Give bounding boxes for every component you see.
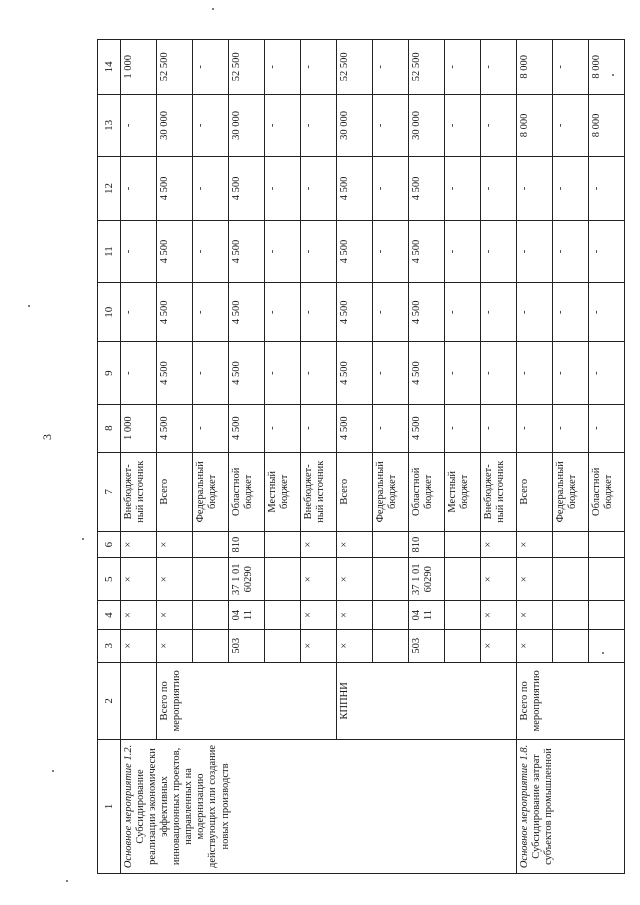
amount-cell: 4 500 <box>229 220 265 282</box>
code-cell-c3 <box>265 629 301 662</box>
amount-cell: - <box>121 220 157 282</box>
column-number: 9 <box>98 342 121 404</box>
code-cell-c3 <box>373 629 409 662</box>
code-cell-c5: 37 1 01 60290 <box>229 558 265 601</box>
code-cell-c6 <box>265 532 301 558</box>
code-cell-c3: × <box>337 629 373 662</box>
code-cell-c5: × <box>337 558 373 601</box>
amount-cell: 4 500 <box>229 157 265 221</box>
amount-cell: 30 000 <box>337 94 373 156</box>
amount-cell: - <box>481 94 517 156</box>
amount-cell: - <box>373 94 409 156</box>
amount-cell: - <box>481 40 517 95</box>
amount-cell: - <box>589 404 625 452</box>
funding-source-cell: Внебюджет-ный источник <box>301 452 337 532</box>
code-cell-c3: × <box>121 629 157 662</box>
funding-source-cell: Местный бюджет <box>445 452 481 532</box>
funding-source-cell: Областной бюджет <box>589 452 625 532</box>
code-cell-c5: × <box>481 558 517 601</box>
code-cell-c4 <box>589 601 625 629</box>
amount-cell: - <box>193 283 229 342</box>
code-cell-c3 <box>553 629 589 662</box>
column-number: 1 <box>98 739 121 873</box>
amount-cell: - <box>589 342 625 404</box>
amount-cell: 4 500 <box>157 404 193 452</box>
funding-source-cell: Всего <box>517 452 553 532</box>
amount-cell: - <box>301 94 337 156</box>
code-cell-c4: × <box>481 601 517 629</box>
code-cell-c5: × <box>157 558 193 601</box>
empty-cell <box>121 662 157 739</box>
funding-source-cell: Областной бюджет <box>229 452 265 532</box>
code-cell-c4: 04 11 <box>409 601 445 629</box>
column-number: 6 <box>98 532 121 558</box>
code-cell-c6: 810 <box>409 532 445 558</box>
amount-cell: - <box>553 283 589 342</box>
amount-cell: - <box>193 220 229 282</box>
measure-prefix: Основное мероприятие 1.2. <box>123 744 134 869</box>
code-cell-c5 <box>553 558 589 601</box>
code-cell-c3: × <box>157 629 193 662</box>
amount-cell: 30 000 <box>157 94 193 156</box>
amount-cell: - <box>589 220 625 282</box>
amount-cell: - <box>553 404 589 452</box>
scan-speck <box>52 770 54 772</box>
amount-cell: - <box>445 404 481 452</box>
amount-cell: 30 000 <box>409 94 445 156</box>
table-body <box>98 40 625 874</box>
code-cell-c5: × <box>517 558 553 601</box>
amount-cell: - <box>517 157 553 221</box>
funding-source-cell: Внебюджет-ный источник <box>121 452 157 532</box>
amount-cell: 4 500 <box>409 404 445 452</box>
amount-cell: 4 500 <box>409 283 445 342</box>
amount-cell: - <box>445 157 481 221</box>
funding-source-cell: Областной бюджет <box>409 452 445 532</box>
amount-cell: - <box>373 220 409 282</box>
code-cell-c6 <box>589 532 625 558</box>
amount-cell: - <box>517 283 553 342</box>
amount-cell: - <box>589 283 625 342</box>
table-row <box>121 40 157 874</box>
amount-cell: - <box>121 342 157 404</box>
column-number-row <box>98 40 121 874</box>
amount-cell: 4 500 <box>229 404 265 452</box>
amount-cell: - <box>481 283 517 342</box>
amount-cell: - <box>193 342 229 404</box>
amount-cell: 52 500 <box>337 40 373 95</box>
amount-cell: 1 000 <box>121 40 157 95</box>
amount-cell: 4 500 <box>409 220 445 282</box>
code-cell-c5: × <box>121 558 157 601</box>
amount-cell: - <box>481 157 517 221</box>
amount-cell: - <box>193 40 229 95</box>
code-cell-c3 <box>589 629 625 662</box>
amount-cell: - <box>265 157 301 221</box>
code-cell-c4 <box>373 601 409 629</box>
amount-cell: - <box>517 342 553 404</box>
code-cell-c4 <box>445 601 481 629</box>
funding-source-cell: Федеральный бюджет <box>553 452 589 532</box>
amount-cell: 4 500 <box>409 157 445 221</box>
measure-title: Субсидирование реализации экономически эффективных инновационных проектов, направленных на модернизацию действующих или создание новых производств <box>135 744 231 868</box>
agency-label: КППНИ <box>337 662 517 739</box>
code-cell-c4 <box>553 601 589 629</box>
column-number: 3 <box>98 629 121 662</box>
amount-cell: - <box>445 94 481 156</box>
amount-cell: - <box>553 40 589 95</box>
code-cell-c5 <box>589 558 625 601</box>
code-cell-c4: 04 11 <box>229 601 265 629</box>
code-cell-c3 <box>193 629 229 662</box>
code-cell-c5 <box>373 558 409 601</box>
amount-cell: - <box>121 283 157 342</box>
code-cell-c4: × <box>301 601 337 629</box>
code-cell-c5 <box>193 558 229 601</box>
code-cell-c5 <box>265 558 301 601</box>
scan-speck <box>82 538 84 540</box>
amount-cell: - <box>553 342 589 404</box>
amount-cell: - <box>373 157 409 221</box>
table-row <box>517 40 553 874</box>
code-cell-c4: × <box>157 601 193 629</box>
funding-source-cell: Всего <box>337 452 373 532</box>
amount-cell: - <box>373 283 409 342</box>
amount-cell: - <box>265 220 301 282</box>
amount-cell: 8 000 <box>589 40 625 95</box>
amount-cell: 4 500 <box>157 220 193 282</box>
column-number: 5 <box>98 558 121 601</box>
amount-cell: - <box>301 404 337 452</box>
amount-cell: 4 500 <box>337 157 373 221</box>
amount-cell: 4 500 <box>337 342 373 404</box>
amount-cell: 30 000 <box>229 94 265 156</box>
amount-cell: - <box>301 220 337 282</box>
amount-cell: 8 000 <box>517 40 553 95</box>
page-number: 3 <box>40 434 54 440</box>
amount-cell: 4 500 <box>337 404 373 452</box>
code-cell-c6: 810 <box>229 532 265 558</box>
amount-cell: - <box>445 342 481 404</box>
scan-speck <box>28 305 30 307</box>
code-cell-c6: × <box>301 532 337 558</box>
column-number: 4 <box>98 601 121 629</box>
amount-cell: - <box>265 342 301 404</box>
column-number: 14 <box>98 40 121 95</box>
code-cell-c6 <box>553 532 589 558</box>
amount-cell: 4 500 <box>337 283 373 342</box>
amount-cell: - <box>301 342 337 404</box>
amount-cell: 52 500 <box>229 40 265 95</box>
code-cell-c3: 503 <box>409 629 445 662</box>
amount-cell: 4 500 <box>229 342 265 404</box>
amount-cell: 4 500 <box>157 157 193 221</box>
funding-source-cell: Местный бюджет <box>265 452 301 532</box>
amount-cell: 4 500 <box>337 220 373 282</box>
code-cell-c3 <box>445 629 481 662</box>
amount-cell: - <box>301 283 337 342</box>
code-cell-c5: × <box>301 558 337 601</box>
column-number: 13 <box>98 94 121 156</box>
code-cell-c4: × <box>121 601 157 629</box>
column-number: 11 <box>98 220 121 282</box>
amount-cell: 4 500 <box>157 283 193 342</box>
amount-cell: - <box>589 157 625 221</box>
amount-cell: - <box>553 220 589 282</box>
code-cell-c6: × <box>517 532 553 558</box>
column-number: 7 <box>98 452 121 532</box>
code-cell-c4 <box>193 601 229 629</box>
amount-cell: 52 500 <box>409 40 445 95</box>
code-cell-c6 <box>373 532 409 558</box>
rotated-table-page <box>97 39 615 874</box>
amount-cell: - <box>373 40 409 95</box>
code-cell-c5: 37 1 01 60290 <box>409 558 445 601</box>
code-cell-c4: × <box>337 601 373 629</box>
amount-cell: - <box>517 404 553 452</box>
column-number: 10 <box>98 283 121 342</box>
amount-cell: - <box>265 404 301 452</box>
code-cell-c3: × <box>301 629 337 662</box>
code-cell-c4: × <box>517 601 553 629</box>
column-number: 8 <box>98 404 121 452</box>
amount-cell: - <box>121 94 157 156</box>
measure-prefix: Основное мероприятие 1.8. <box>519 744 530 869</box>
total-label: Всего по мероприятию <box>517 662 625 739</box>
amount-cell: 8 000 <box>517 94 553 156</box>
amount-cell: - <box>301 40 337 95</box>
amount-cell: - <box>265 94 301 156</box>
code-cell-c4 <box>265 601 301 629</box>
code-cell-c3: × <box>481 629 517 662</box>
amount-cell: - <box>121 157 157 221</box>
amount-cell: - <box>193 94 229 156</box>
amount-cell: 4 500 <box>229 283 265 342</box>
code-cell-c6: × <box>337 532 373 558</box>
measure-description <box>517 739 625 873</box>
amount-cell: - <box>553 157 589 221</box>
amount-cell: - <box>301 157 337 221</box>
funding-source-cell: Федеральный бюджет <box>193 452 229 532</box>
scan-speck <box>66 880 68 882</box>
budget-table <box>97 39 625 874</box>
code-cell-c6 <box>445 532 481 558</box>
amount-cell: - <box>193 404 229 452</box>
code-cell-c6 <box>193 532 229 558</box>
measure-title: Субсидирование затрат субъектов промышленной <box>531 748 555 865</box>
code-cell-c3: × <box>517 629 553 662</box>
amount-cell: - <box>445 40 481 95</box>
amount-cell: - <box>481 404 517 452</box>
amount-cell: - <box>481 220 517 282</box>
column-number: 12 <box>98 157 121 221</box>
funding-source-cell: Федеральный бюджет <box>373 452 409 532</box>
code-cell-c6: × <box>481 532 517 558</box>
funding-source-cell: Внебюджет-ный источник <box>481 452 517 532</box>
funding-source-cell: Всего <box>157 452 193 532</box>
amount-cell: - <box>517 220 553 282</box>
amount-cell: - <box>265 40 301 95</box>
amount-cell: 1 000 <box>121 404 157 452</box>
code-cell-c6: × <box>157 532 193 558</box>
amount-cell: - <box>373 404 409 452</box>
code-cell-c3: 503 <box>229 629 265 662</box>
amount-cell: - <box>481 342 517 404</box>
measure-description <box>121 739 517 873</box>
amount-cell: 8 000 <box>589 94 625 156</box>
code-cell-c5 <box>445 558 481 601</box>
code-cell-c6: × <box>121 532 157 558</box>
scan-speck <box>212 8 214 10</box>
amount-cell: 4 500 <box>157 342 193 404</box>
amount-cell: - <box>445 220 481 282</box>
total-label: Всего по мероприятию <box>157 662 337 739</box>
amount-cell: 52 500 <box>157 40 193 95</box>
amount-cell: - <box>193 157 229 221</box>
amount-cell: - <box>553 94 589 156</box>
amount-cell: - <box>373 342 409 404</box>
amount-cell: - <box>265 283 301 342</box>
column-number: 2 <box>98 662 121 739</box>
amount-cell: - <box>445 283 481 342</box>
amount-cell: 4 500 <box>409 342 445 404</box>
